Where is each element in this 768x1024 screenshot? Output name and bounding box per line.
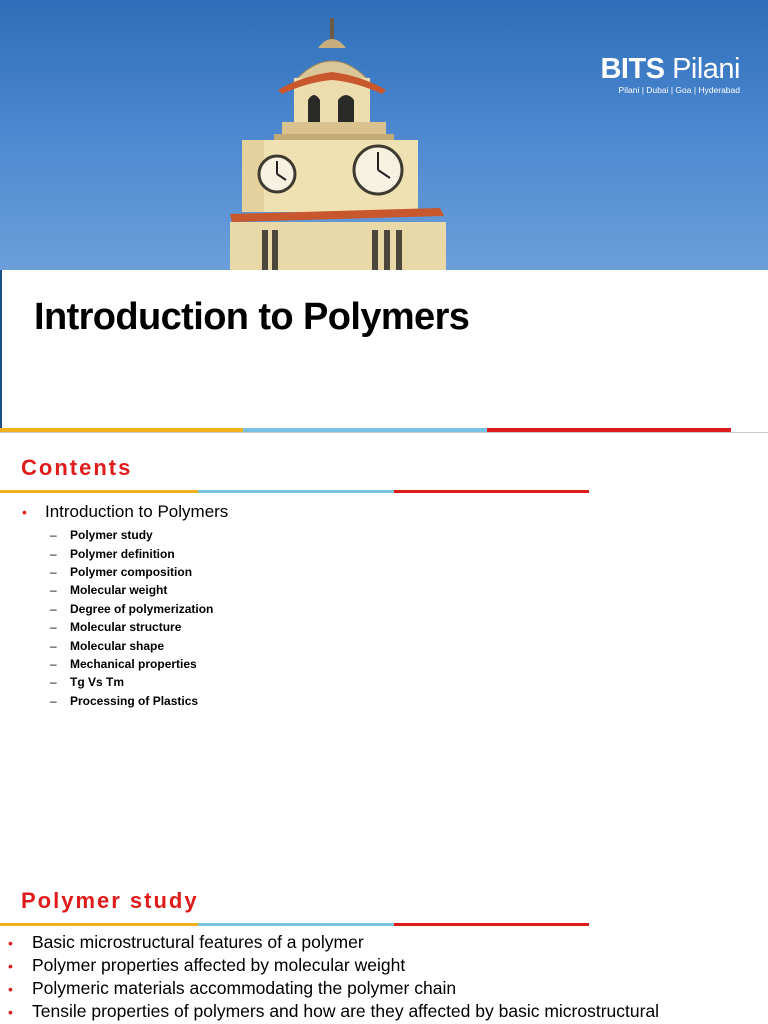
polymer-study-color-rule: [0, 923, 589, 926]
dash-icon: –: [50, 528, 57, 543]
bullet-icon: •: [8, 980, 13, 997]
dash-icon: –: [50, 656, 57, 671]
list-item: – Tg Vs Tm: [50, 675, 125, 690]
contents-color-rule: [0, 490, 589, 493]
title-banner: [0, 0, 768, 270]
dash-icon: –: [50, 675, 57, 690]
list-item: – Polymer definition: [50, 546, 175, 561]
contents-sub-list: [50, 526, 213, 710]
polymer-study-heading: Polymer study: [21, 888, 199, 913]
list-item: – Molecular shape: [50, 638, 165, 653]
dash-icon: –: [50, 564, 57, 579]
list-item: • Polymer properties affected by molecular weight: [8, 955, 406, 975]
list-item: • Tensile properties of polymers and how are they affected by basic microstructural: [8, 1001, 660, 1021]
list-item: – Polymer composition: [50, 564, 193, 579]
list-item: – Molecular weight: [50, 583, 168, 598]
bullet-icon: •: [8, 1003, 13, 1020]
list-item: – Molecular structure: [50, 620, 182, 635]
list-item: • Basic microstructural features of a polymer: [8, 932, 364, 952]
list-item: • Polymeric materials accommodating the polymer chain: [8, 978, 457, 998]
list-item: – Mechanical properties: [50, 656, 197, 671]
brand-campuses: Pilani | Dubai | Goa | Hyderabad: [618, 85, 740, 95]
slide-divider: [0, 432, 768, 433]
bits-pilani-logo: [600, 54, 740, 95]
list-item: – Degree of polymerization: [50, 601, 214, 616]
title-slide-body: [0, 270, 768, 430]
bullet-icon: •: [8, 957, 13, 974]
polymer-study-list: [8, 931, 659, 1023]
bullet-icon: •: [8, 934, 13, 951]
contents-main-label: Introduction to Polymers: [45, 502, 229, 521]
bullet-icon: •: [22, 504, 27, 520]
dash-icon: –: [50, 546, 57, 561]
dash-icon: –: [50, 638, 57, 653]
dash-icon: –: [50, 693, 57, 708]
list-item: – Polymer study: [50, 528, 153, 543]
dash-icon: –: [50, 601, 57, 616]
dash-icon: –: [50, 620, 57, 635]
contents-heading: Contents: [21, 455, 133, 480]
brand-name-bold: BITS: [600, 53, 665, 85]
dash-icon: –: [50, 583, 57, 598]
clock-tower-image: [222, 18, 448, 270]
list-item: – Processing of Plastics: [50, 693, 199, 708]
slide-title: Introduction to Polymers: [34, 296, 470, 338]
contents-main-item: [22, 502, 228, 522]
brand-name: [600, 54, 740, 84]
brand-name-regular: Pilani: [672, 53, 740, 85]
